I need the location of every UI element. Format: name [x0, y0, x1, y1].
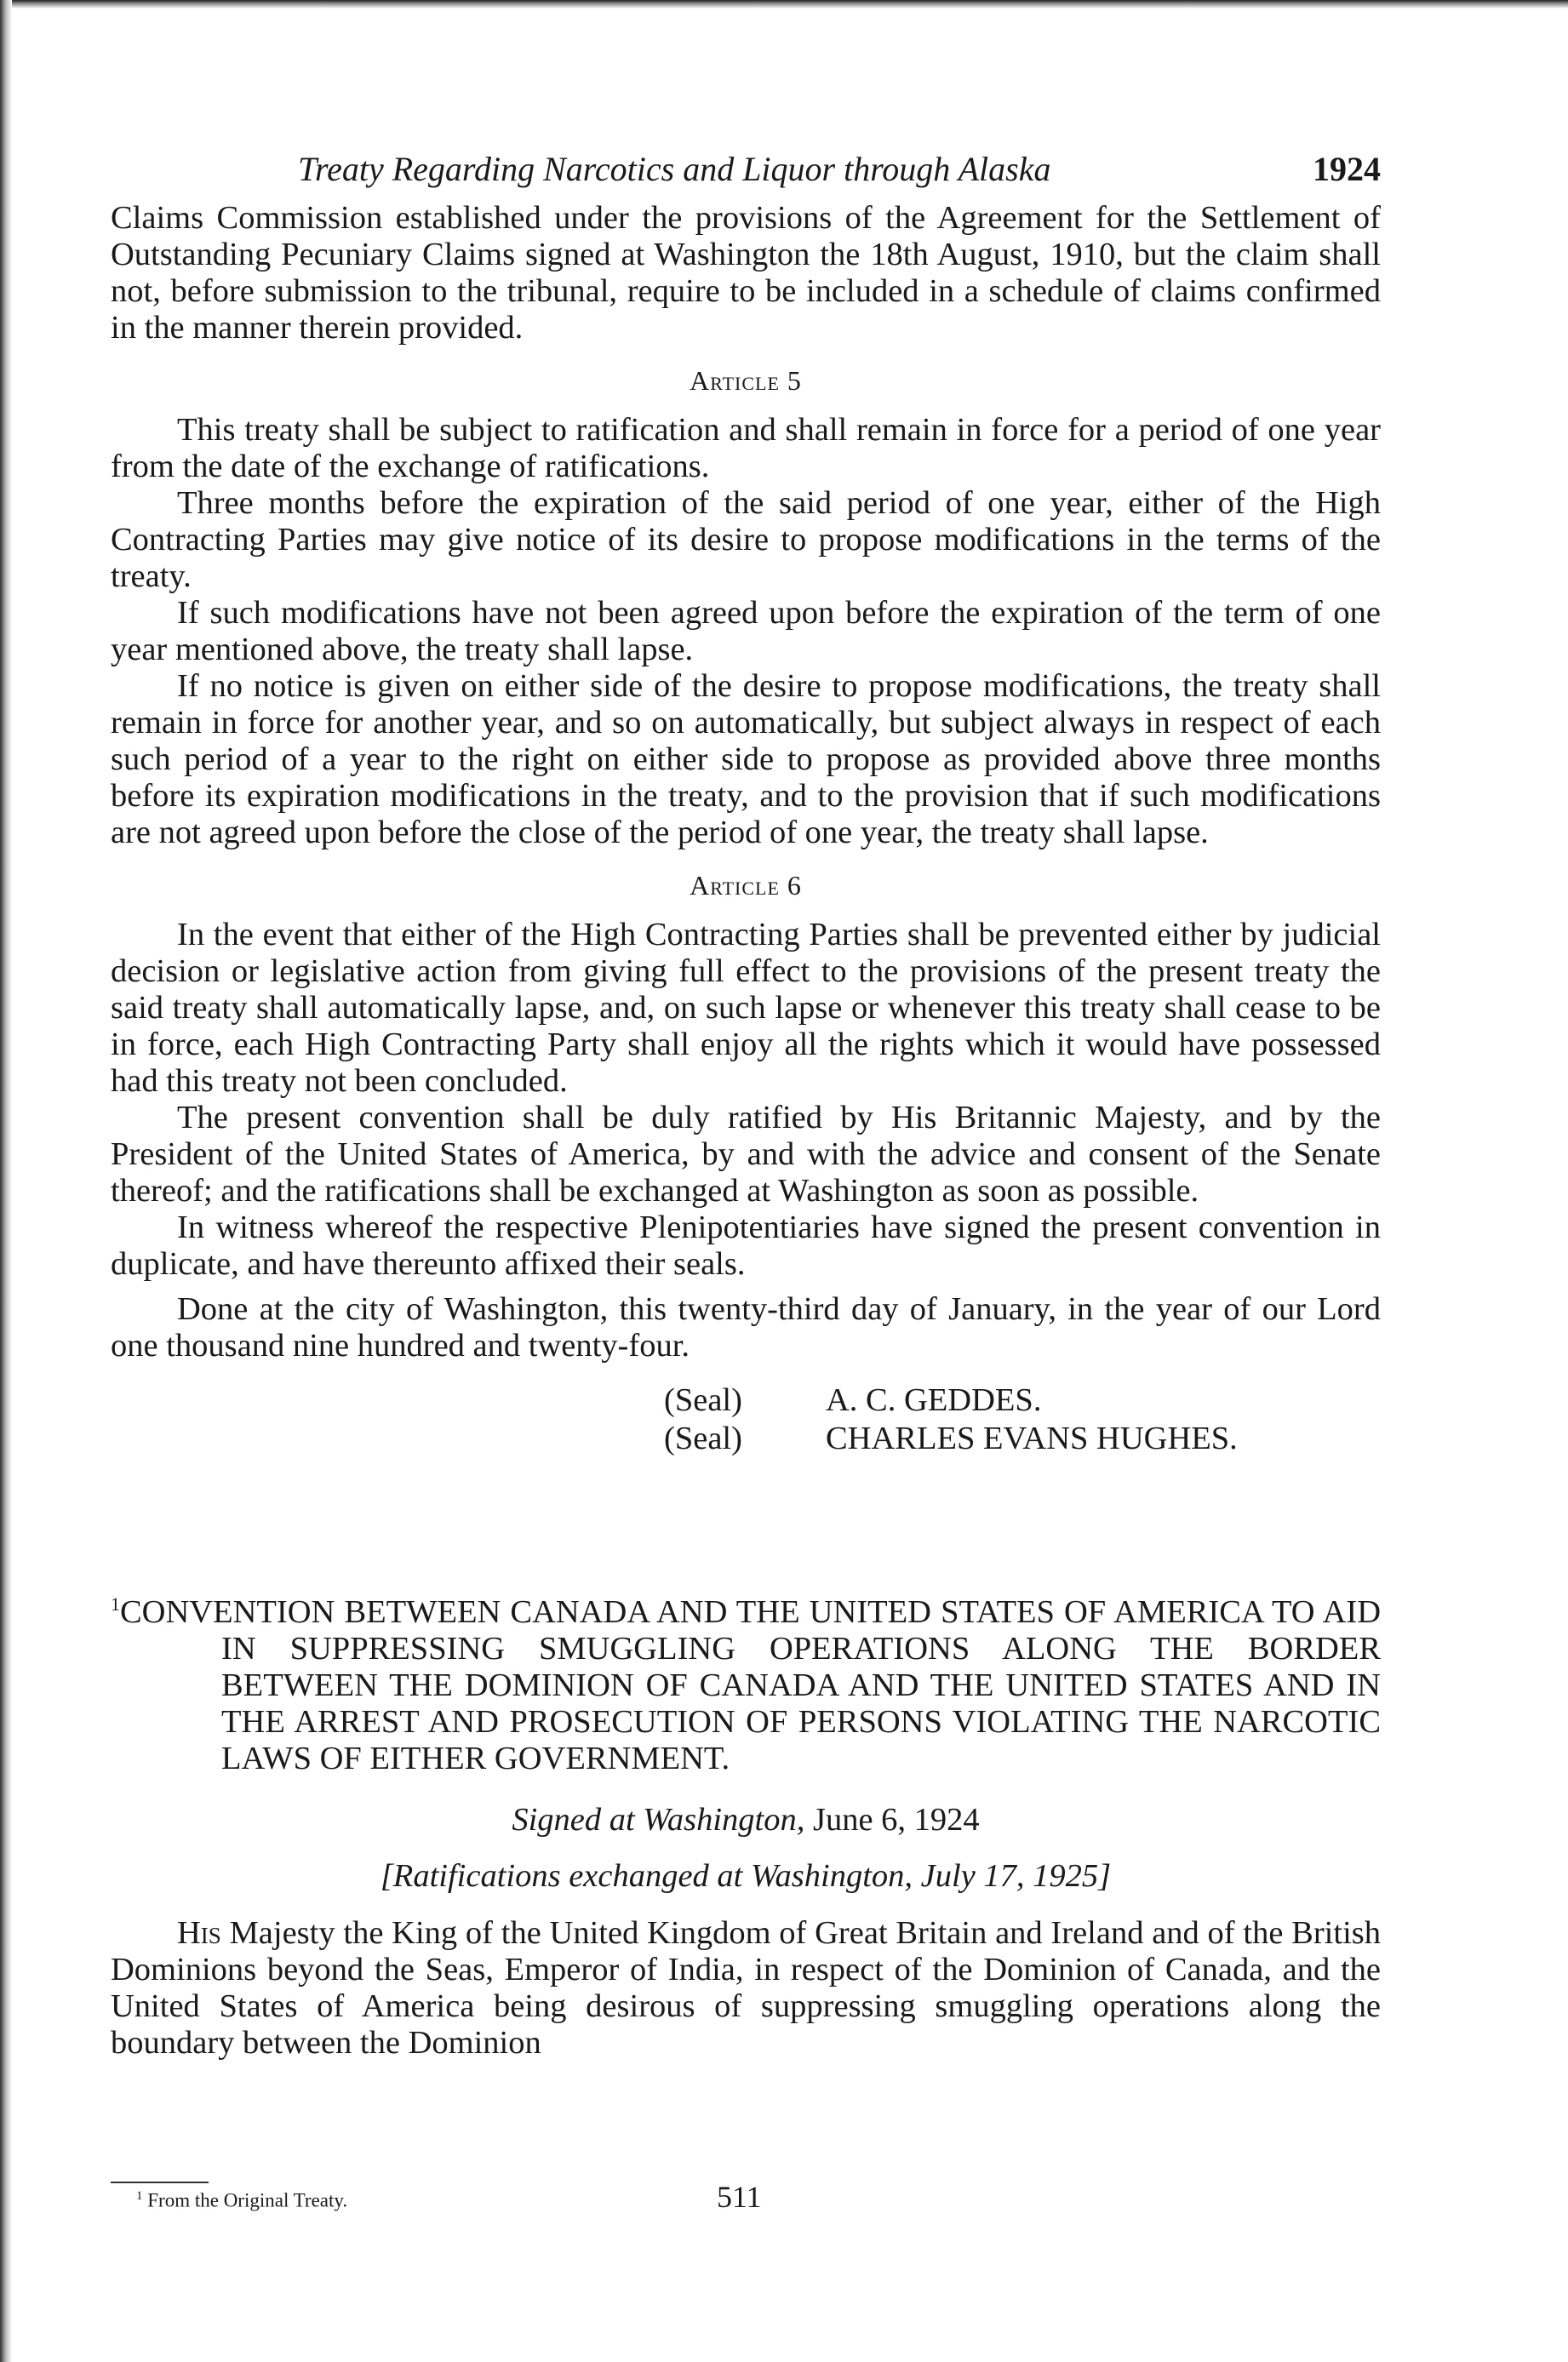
article-5-heading: Article 5	[690, 365, 802, 396]
done-at-paragraph: Done at the city of Washington, this twenty-third day of January, in the year of our Lord one thousand nine hundred and twenty-four.	[111, 1291, 1381, 1364]
convention-title	[111, 1586, 1381, 1777]
footnote-number: 1	[136, 2189, 143, 2203]
signed-date: June 6, 1924	[812, 1801, 980, 1838]
convention-opening-paragraph	[111, 1915, 1381, 2062]
signature-row	[664, 1420, 1381, 1458]
article-5-paragraph: If no notice is given on either side of the desire to propose modifications, the treaty shall remain in force for another year, and so on automatically, but subject always in respect of each such period of a year to the right on either side to propose as provided above three months before its expiration modifications in the treaty, and to the provision that if such modifications are not agreed upon before the close of the period of one year, the treaty shall lapse.	[111, 668, 1381, 850]
page-number: 511	[717, 2180, 762, 2214]
article-5-paragraph: Three months before the expiration of the said period of one year, either of the High Contracting Parties may give notice of its desire to propose modifications in the terms of the treaty.	[111, 485, 1381, 594]
footnote-rule	[111, 2182, 209, 2183]
footnote-text: From the Original Treaty.	[147, 2189, 348, 2211]
running-year: 1924	[1313, 150, 1381, 188]
running-title: Treaty Regarding Narcotics and Liquor through Alaska	[298, 150, 1051, 188]
page-content	[111, 149, 1381, 2062]
article-5-paragraph: If such modifications have not been agreed upon before the expiration of the term of one year mentioned above, the treaty shall lapse.	[111, 595, 1381, 667]
article-6-paragraph: In witness whereof the respective Plenipotentiaries have signed the present convention in duplicate, and have thereunto affixed their seals.	[111, 1210, 1381, 1282]
signatory-name: CHARLES EVANS HUGHES.	[826, 1421, 1238, 1456]
opening-paragraph: Claims Commission established under the provisions of the Agreement for the Settlement of Outstanding Pecuniary Claims signed at Washington the 18th August, 1910, but the claim shall not, before submission to the tribunal, require to be included in a schedule of claims confirmed in the manner therein provided.	[111, 200, 1381, 346]
scan-edge-top	[0, 0, 1568, 9]
running-head	[111, 149, 1381, 200]
article-6-paragraph: In the event that either of the High Contracting Parties shall be prevented either by judicial decision or legislative action from giving full effect to the provisions of the present treaty the said treaty shall automatically lapse, and, on such lapse or whenever this treaty shall cease to be in force, each High Contracting Party shall enjoy all the rights which it would have possessed had this treaty not been concluded.	[111, 917, 1381, 1099]
signature-block	[664, 1381, 1381, 1458]
signature-row	[664, 1381, 1381, 1420]
opening-smallcaps: His	[177, 1914, 221, 1951]
footnote	[136, 2189, 347, 2212]
seal-label: (Seal)	[664, 1421, 742, 1456]
scan-edge-left	[0, 0, 12, 2362]
seal-label: (Seal)	[664, 1382, 742, 1418]
article-6-heading: Article 6	[690, 870, 802, 901]
signed-label: Signed at Washington,	[512, 1801, 805, 1838]
article-6-paragraph: The present convention shall be duly ratified by His Britannic Majesty, and by the President of the United States of America, by and with the advice and consent of the Senate thereof; and the ratifications shall be exchanged at Washington as soon as possible.	[111, 1100, 1381, 1209]
signatory-name: A. C. GEDDES.	[826, 1382, 1042, 1418]
signed-line	[111, 1801, 1381, 1839]
footnote-marker: 1	[111, 1593, 120, 1615]
ratifications-line: [Ratifications exchanged at Washington, July 17, 1925]	[380, 1857, 1112, 1894]
opening-text: Majesty the King of the United Kingdom of Great Britain and Ireland and of the British Dominions beyond the Seas, Emperor of India, in respect of the Dominion of Canada, and the United States of America being desirous of suppressing smuggling operations along the boundary between the Dominion	[111, 1914, 1381, 2061]
convention-title-text: CONVENTION BETWEEN CANADA AND THE UNITED STATES OF AMERICA TO AID IN SUPPRESSING SMUGGLING OPERATIONS ALONG THE BORDER BETWEEN THE DOMINION OF CANADA AND THE UNITED STATES AND IN THE ARREST AND PROSECUTION OF PERSONS VIOLATING THE NARCOTIC LAWS OF EITHER GOVERNMENT.	[120, 1593, 1381, 1776]
article-5-paragraph: This treaty shall be subject to ratification and shall remain in force for a period of one year from the date of the exchange of ratifications.	[111, 412, 1381, 484]
